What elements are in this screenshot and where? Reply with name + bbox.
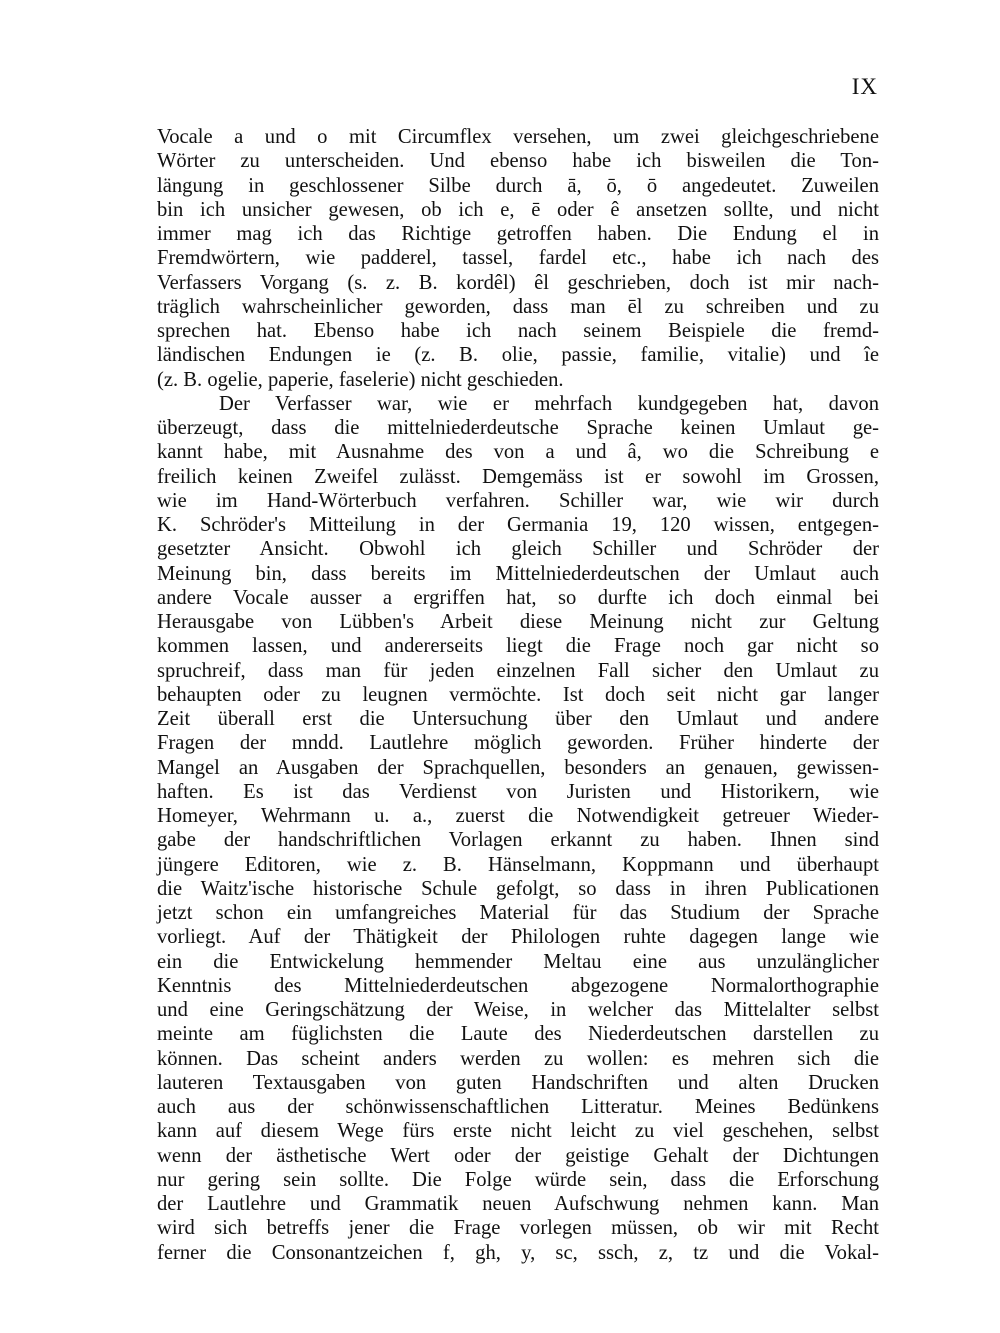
paragraph [157,392,879,1265]
text-line: bin ich unsicher gewesen, ob ich e, ē oder ê ansetzen sollte, und nicht [157,198,879,221]
text-line: sprechen hat. Ebenso habe ich nach seinem Beispiele die fremd- [157,320,879,342]
page-number: IX [851,74,878,99]
text-line: (z. B. ogelie, paperie, faselerie) nicht geschieden. [157,368,564,391]
text-line: Vocale a und o mit Circumflex versehen, um zwei gleichgeschriebene [157,126,879,148]
text-line: Der Verfasser war, wie er mehrfach kundgegeben hat, davon [219,392,879,415]
text-line: Herausgabe von Lübben's Arbeit diese Meinung nicht zur Geltung [157,611,879,633]
text-line: wenn der ästhetische Wert oder der geistige Gehalt der Dichtungen [157,1144,879,1167]
text-line: haften. Es ist das Verdienst von Juristen und Historikern, wie [157,780,879,803]
text-line: auch aus der schönwissenschaftlichen Litteratur. Meines Bedünkens [157,1096,879,1118]
text-line: längung in geschlossener Silbe durch ā, ō, ō angedeutet. Zuweilen [157,174,879,197]
text-line: kann auf diesem Wege fürs erste nicht leicht zu viel geschehen, selbst [157,1120,879,1143]
text-line: kommen lassen, und andererseits liegt die Frage noch gar nicht so [157,635,879,658]
text-line: Verfassers Vorgang (s. z. B. kordêl) êl geschrieben, doch ist mir nach- [157,271,879,294]
text-line: meinte am füglichsten die Laute des Niederdeutschen darstellen zu [157,1023,879,1046]
text-line: der Lautlehre und Grammatik neuen Aufschwung nehmen kann. Man [157,1193,879,1215]
text-line: andere Vocale ausser a ergriffen hat, so durfte ich doch einmal bei [157,586,879,609]
text-line: ferner die Consonantzeichen f, gh, y, sc, ssch, z, tz und die Vokal- [157,1241,879,1264]
text-line: überzeugt, dass die mittelniederdeutsche Sprache keinen Umlaut ge- [157,417,879,439]
text-line: wie im Hand-Wörterbuch verfahren. Schiller war, wie wir durch [157,489,879,512]
text-line: nur gering sein sollte. Die Folge würde sein, dass die Erforschung [157,1168,879,1191]
text-line: lauteren Textausgaben von guten Handschriften und alten Drucken [157,1071,879,1094]
text-line: immer mag ich das Richtige getroffen haben. Die Endung el in [157,223,879,245]
text-line: freilich keinen Zweifel zulässt. Demgemäss ist er sowohl im Grossen, [157,465,879,488]
text-line: die Waitz'ische historische Schule gefolgt, so dass in ihren Publicationen [157,877,879,900]
text-line: Kenntnis des Mittelniederdeutschen abgezogene Normalorthographie [157,974,879,997]
text-line: Meinung bin, dass bereits im Mittelniederdeutschen der Umlaut auch [157,562,879,585]
text-line: behaupten oder zu leugnen vermöchte. Ist doch seit nicht gar langer [157,683,879,706]
text-line: spruchreif, dass man für jeden einzelnen Fall sicher den Umlaut zu [157,659,879,682]
text-line: ein die Entwickelung hemmender Meltau eine aus unzulänglicher [157,950,879,973]
text-line: und eine Geringschätzung der Weise, in welcher das Mittelalter selbst [157,999,879,1021]
text-line: jüngere Editoren, wie z. B. Hänselmann, Koppmann und überhaupt [157,853,879,876]
text-line: kannt habe, mit Ausnahme des von a und â, wo die Schreibung e [157,441,879,464]
text-line: Wörter zu unterscheiden. Und ebenso habe ich bisweilen die Ton- [157,150,879,173]
text-line: können. Das scheint anders werden zu wollen: es mehren sich die [157,1047,879,1070]
text-line: gabe der handschriftlichen Vorlagen erkannt zu haben. Ihnen sind [157,829,879,852]
text-line: Mangel an Ausgaben der Sprachquellen, besonders an genauen, gewissen- [157,756,879,779]
text-line: K. Schröder's Mitteilung in der Germania 19, 120 wissen, entgegen- [157,514,879,536]
text-line: wird sich betreffs jener die Frage vorlegen müssen, ob wir mit Recht [157,1217,879,1240]
text-line: Fragen der mndd. Lautlehre möglich geworden. Früher hinderte der [157,732,879,755]
body-text [157,125,879,1265]
text-line: ländischen Endungen ie (z. B. olie, passie, familie, vitalie) und îe [157,344,879,367]
text-line: Homeyer, Wehrmann u. a., zuerst die Notwendigkeit getreuer Wieder- [157,805,879,827]
text-line: träglich wahrscheinlicher geworden, dass man ēl zu schreiben und zu [157,295,879,318]
text-line: Fremdwörtern, wie padderel, tassel, fardel etc., habe ich nach des [157,247,879,270]
text-line: vorliegt. Auf der Thätigkeit der Philologen ruhte dagegen lange wie [157,926,879,949]
text-line: gesetzter Ansicht. Obwohl ich gleich Schiller und Schröder der [157,538,879,561]
paragraph [157,125,879,392]
text-line: jetzt schon ein umfangreiches Material für das Studium der Sprache [157,902,879,924]
text-line: Zeit überall erst die Untersuchung über den Umlaut und andere [157,708,879,730]
